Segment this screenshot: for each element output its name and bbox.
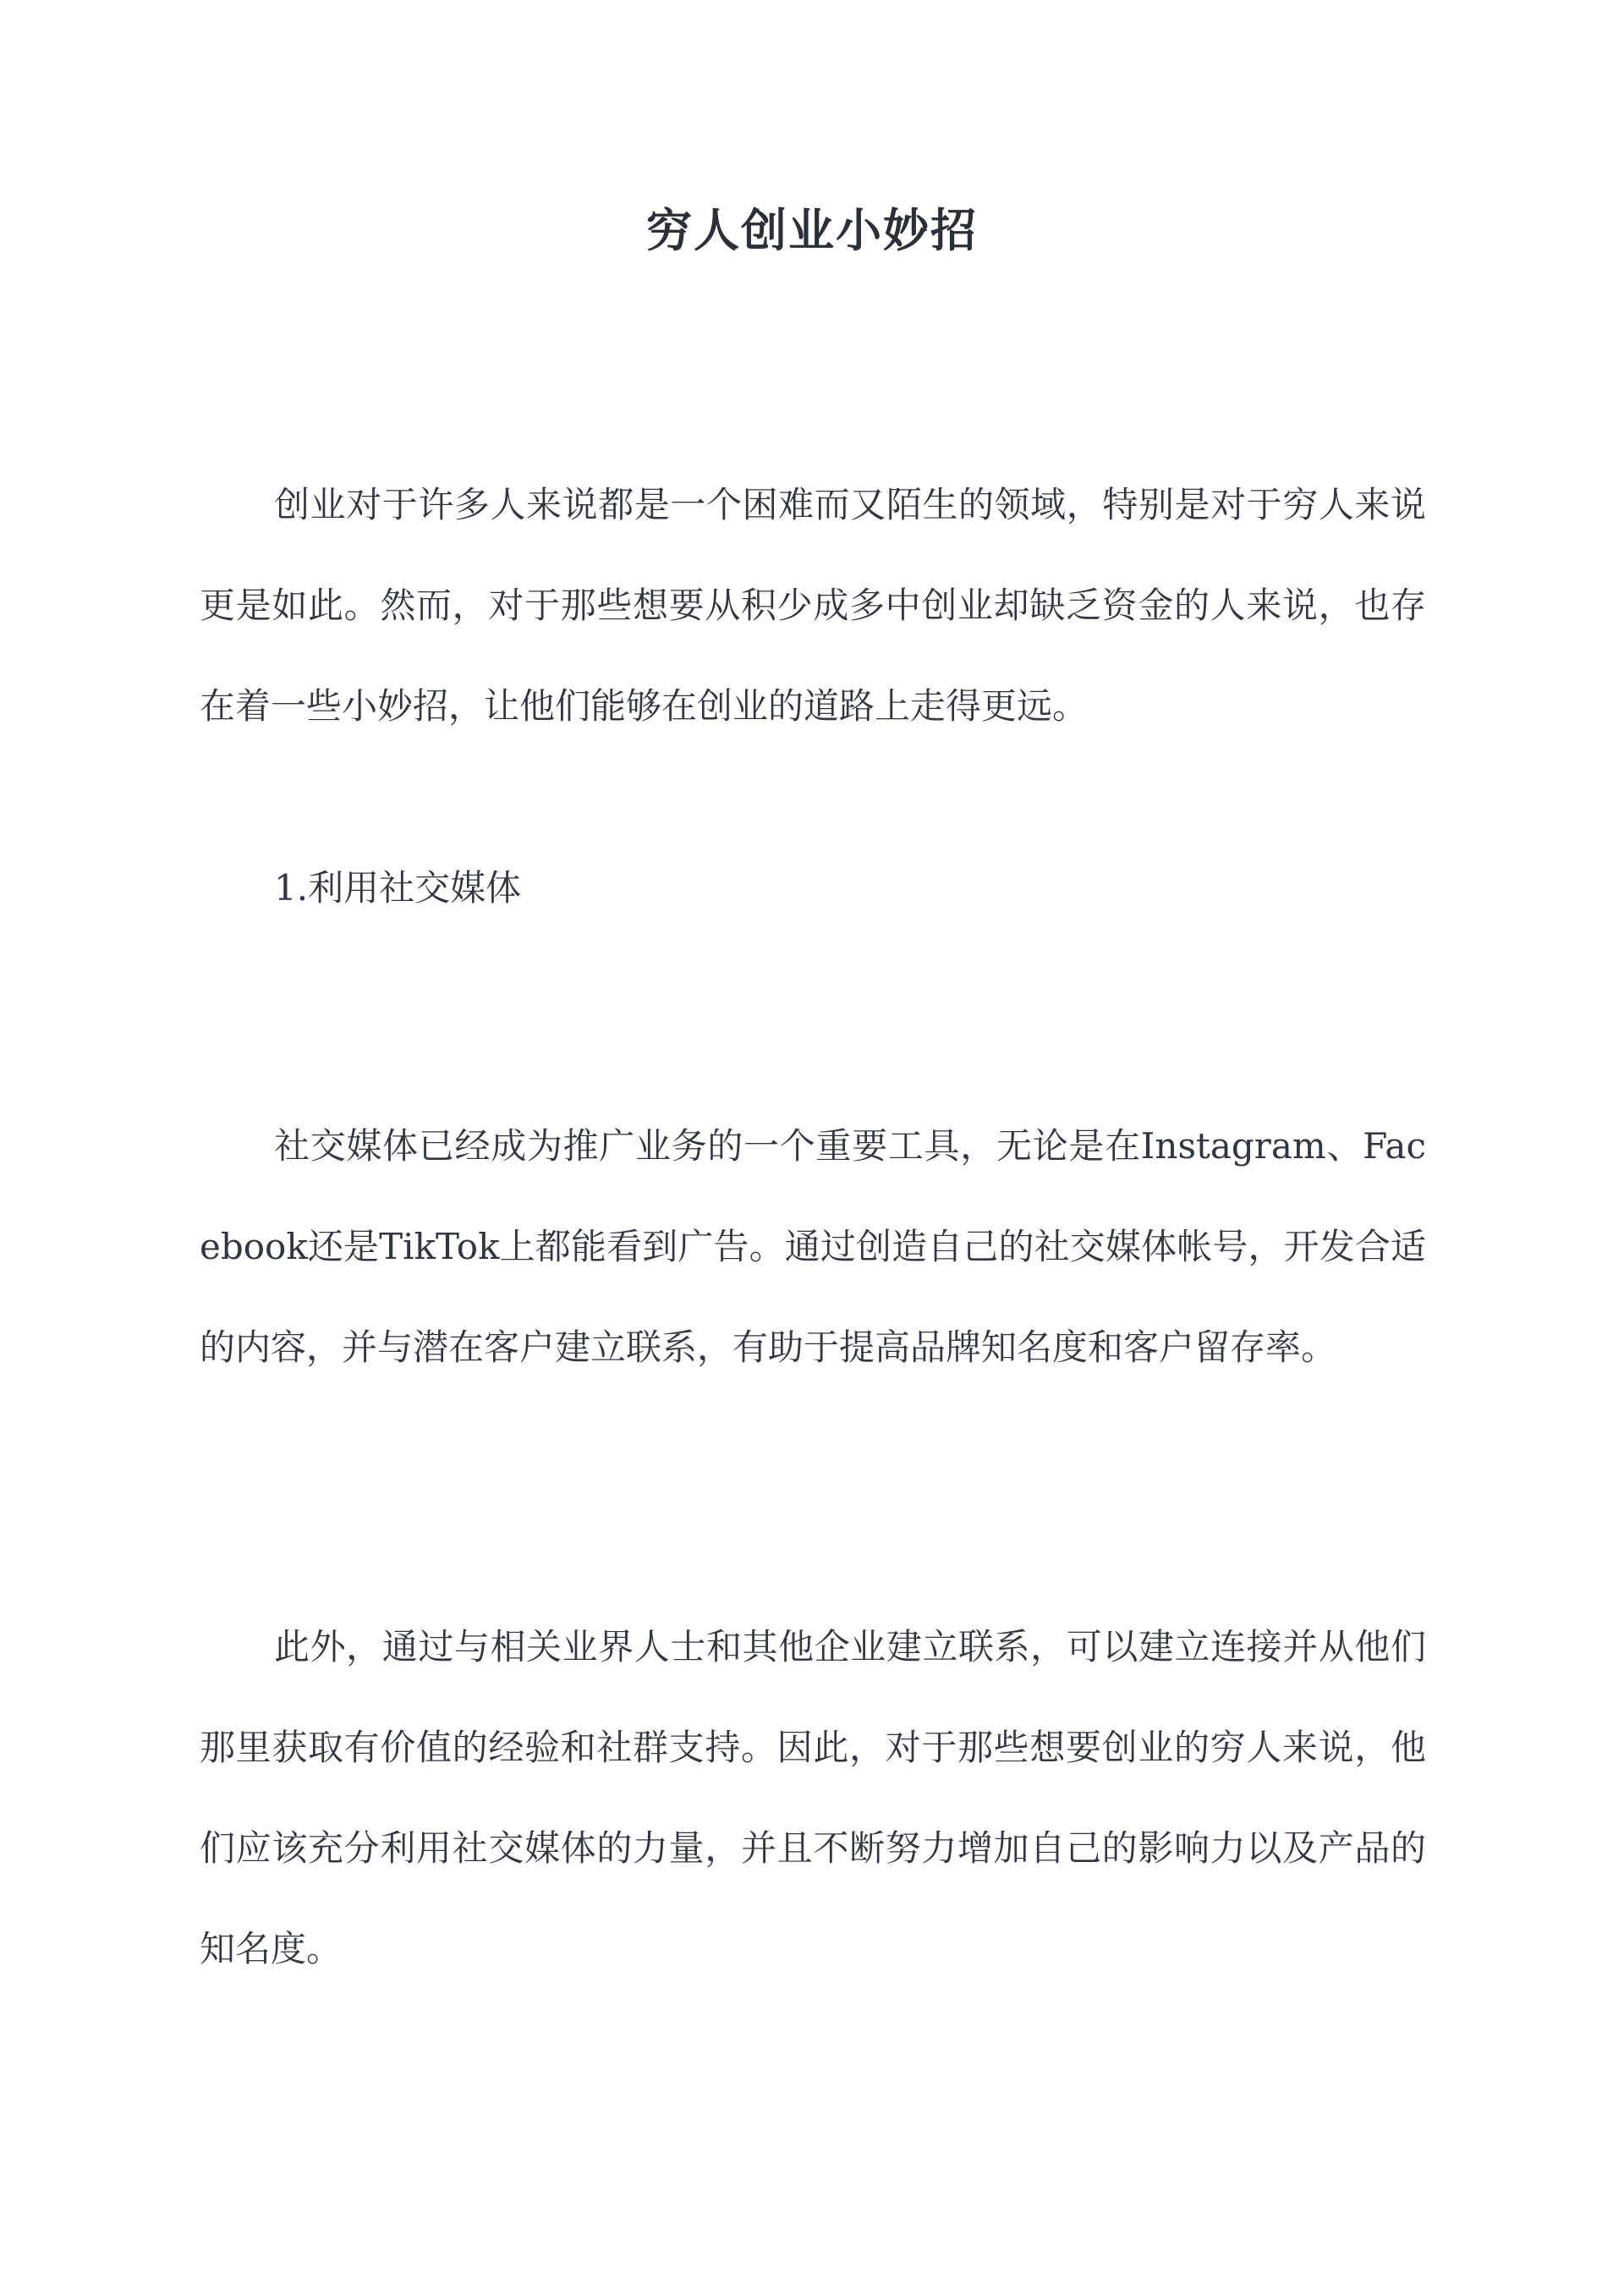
document-title: 穷人创业小妙招 bbox=[646, 203, 978, 257]
section-paragraph-2: 此外，通过与相关业界人士和其他企业建立联系，可以建立连接并从他们那里获取有价值的经验和社群支持。因此，对于那些想要创业的穷人来说，他们应该充分利用社交媒体的力量，并且不断努力增加自己的影响力以及产品的知名度。 bbox=[200, 1626, 1426, 1969]
section-paragraph-1: 社交媒体已经成为推广业务的一个重要工具，无论是在Instagram、Facebook还是TikTok上都能看到广告。通过创造自己的社交媒体帐号，开发合适的内容，并与潜在客户建立联系，有助于提高品牌知名度和客户留存率。 bbox=[200, 1125, 1426, 1368]
section-heading: 1.利用社交媒体 bbox=[274, 867, 522, 909]
intro-paragraph: 创业对于许多人来说都是一个困难而又陌生的领域，特别是对于穷人来说更是如此。然而，对于那些想要从积少成多中创业却缺乏资金的人来说，也存在着一些小妙招，让他们能够在创业的道路上走得更远。 bbox=[200, 484, 1426, 727]
